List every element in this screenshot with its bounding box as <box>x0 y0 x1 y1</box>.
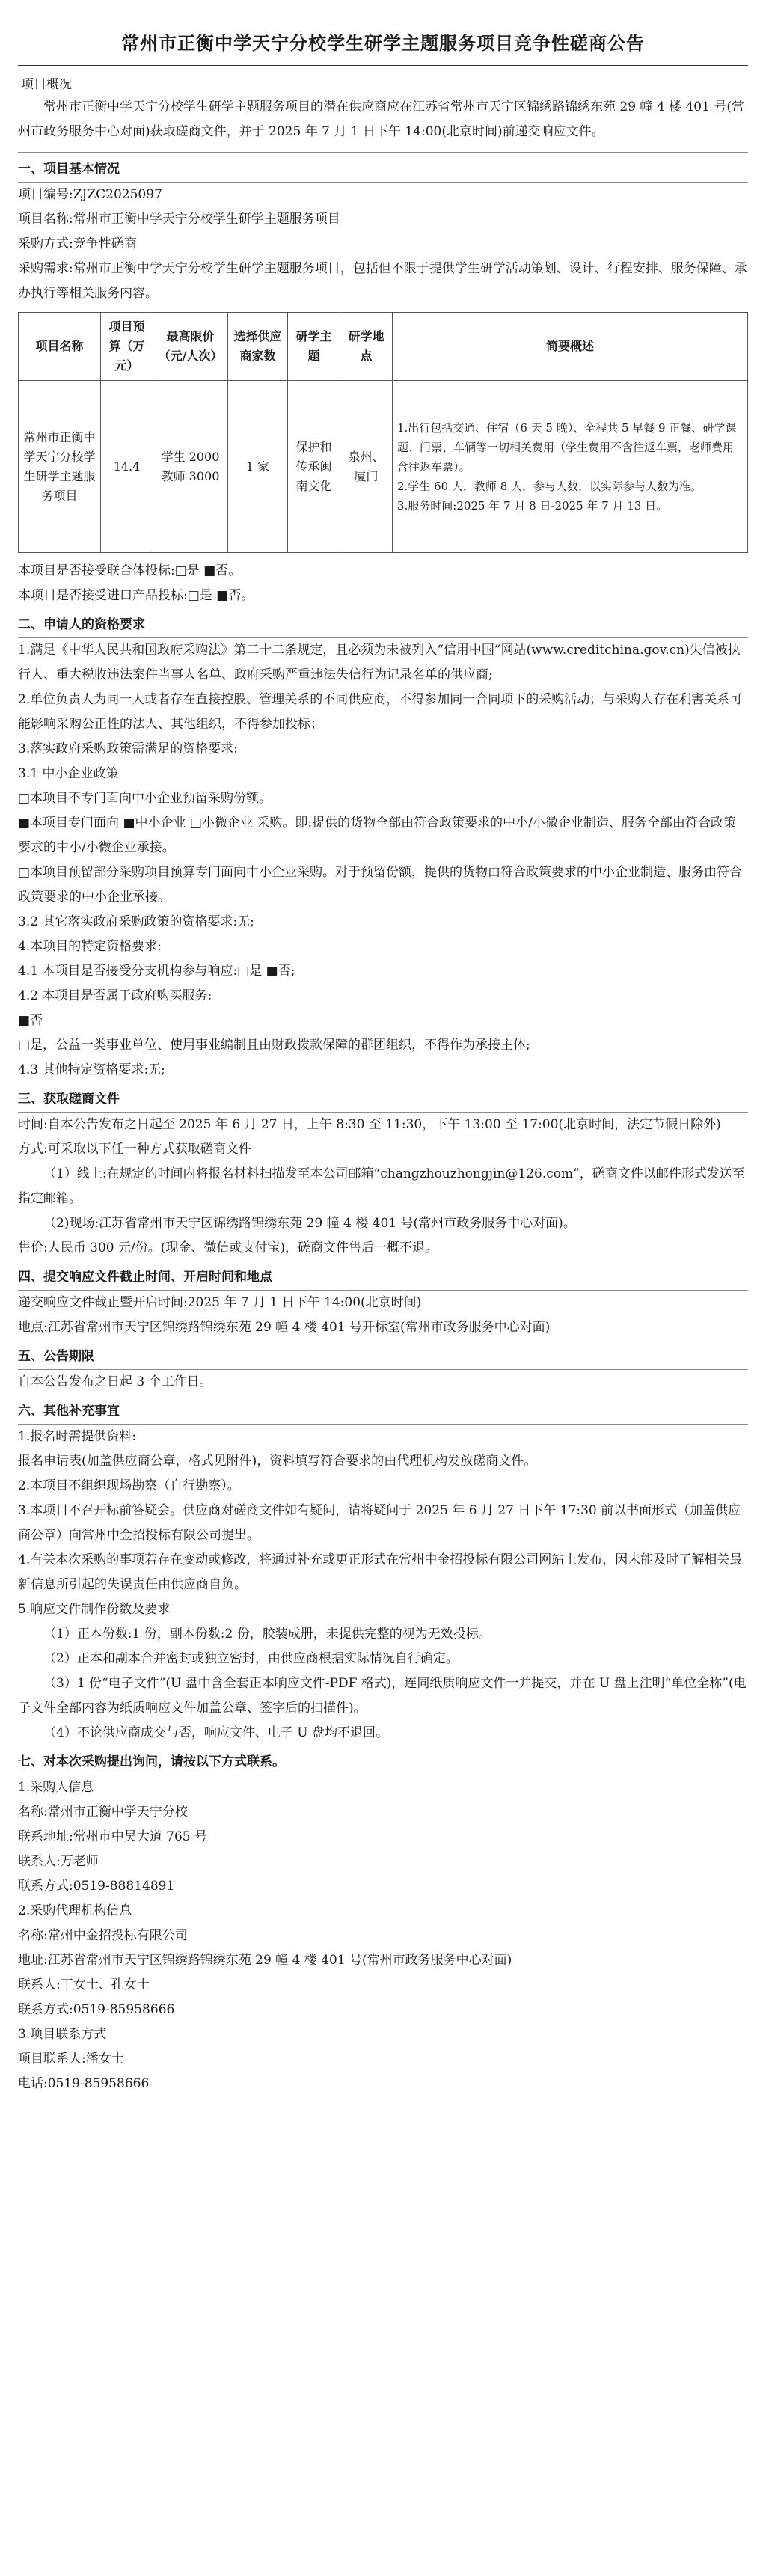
qualification-line: 3.2 其它落实政府采购政策的资格要求:无; <box>18 914 254 929</box>
qualification-line: 3.1 中小企业政策 <box>18 766 119 781</box>
document-page <box>9 0 757 2096</box>
table-header: 最高限价（元/人次） <box>153 313 228 381</box>
section-heading-contact: 七、对本次采购提出询问，请按以下方式联系。 <box>18 1750 748 1775</box>
brief-item: 3.服务时间:2025 年 7 月 8 日-2025 年 7 月 13 日。 <box>397 498 668 513</box>
contact-line: 联系方式:0519-88814891 <box>18 1879 175 1894</box>
period-line: 自本公告发布之日起 3 个工作日。 <box>18 1374 212 1389</box>
obtain-line: 方式:可采取以下任一种方式获取磋商文件 <box>18 1142 251 1157</box>
section-heading-other-matters: 六、其他补充事宜 <box>18 1399 748 1425</box>
qualification-line: 2.单位负责人为同一人或者存在直接控股、管理关系的不同供应商，不得参加同一合同项下的采购活动；与采购人存在利害关系可能影响采购公正性的法人、其他组织，不得参加投标； <box>18 692 743 732</box>
contact-line: 联系人:万老师 <box>18 1854 99 1869</box>
section-heading-submission: 四、提交响应文件截止时间、开启时间和地点 <box>18 1265 748 1291</box>
cell-budget: 14.4 <box>101 381 153 553</box>
procurement-method: 采购方式:竞争性磋商 <box>18 236 137 251</box>
obtain-line: （2)现场:江苏省常州市天宁区锦绣路锦绣东苑 29 幢 4 楼 401 号(常州市政务服务中心对面)。 <box>43 1216 576 1231</box>
project-name: 项目名称:常州市正衡中学天宁分校学生研学主题服务项目 <box>18 212 340 227</box>
qualification-line: ■本项目专门面向 ■中小企业 □小微企业 采购。即:提供的货物全部由符合政策要求的中小/小微企业制造、服务全部由符合政策要求的中小/小微企业承接。 <box>18 816 736 855</box>
other-line: 5.响应文件制作份数及要求 <box>18 1602 171 1617</box>
consortium-note: 本项目是否接受联合体投标:□是 ■否。 <box>18 563 242 578</box>
contact-line: 地址:江苏省常州市天宁区锦绣路锦绣东苑 29 幢 4 楼 401 号(常州市政务服务中心对面) <box>18 1953 512 1968</box>
contact-line: 1.采购人信息 <box>18 1780 94 1795</box>
import-note: 本项目是否接受进口产品投标:□是 ■否。 <box>18 588 254 603</box>
qualification-line: 4.1 本项目是否接受分支机构参与响应:□是 ■否; <box>18 964 295 979</box>
cell-theme: 保护和传承闽南文化 <box>288 381 340 553</box>
procurement-demand: 采购需求:常州市正衡中学天宁分校学生研学主题服务项目，包括但不限于提供学生研学活动策划、设计、行程安排、服务保障、承办执行等相关服务内容。 <box>18 261 747 301</box>
submission-line: 地点:江苏省常州市天宁区锦绣路锦绣东苑 29 幢 4 楼 401 号开标室(常州市政务服务中心对面) <box>18 1320 551 1335</box>
other-line: （1）正本份数:1 份，副本份数:2 份，胶装成册，未提供完整的视为无效投标。 <box>43 1627 491 1642</box>
table-header: 项目名称 <box>19 313 101 381</box>
overview-heading: 项目概况 <box>21 77 72 92</box>
qualification-line: 4.3 其他特定资格要求:无; <box>18 1062 165 1077</box>
contact-list <box>18 1775 748 2096</box>
cell-price-limit <box>153 381 228 553</box>
qualification-line: ■否 <box>18 1013 43 1028</box>
other-line: （3）1 份“电子文件”(U 盘中含全套正本响应文件-PDF 格式)，连同纸质响应文件一并提交，并在 U 盘上注明“单位全称”(电子文件全部内容为纸质响应文件加盖公章、签字后的扫描件)。 <box>18 1676 747 1716</box>
qualification-line: □本项目预留部分采购项目预算专门面向中小企业采购。对于预留份额，提供的货物由符合政策要求的中小企业制造、服务由符合政策要求的中小企业承接。 <box>18 865 743 905</box>
project-table <box>18 312 748 553</box>
other-line: 3.本项目不召开标前答疑会。供应商对磋商文件如有疑问，请将疑问于 2025 年 6 月 27 日下午 17:30 前以书面形式（加盖供应商公章）向常州中金招投标有限公司提出。 <box>18 1503 741 1543</box>
obtain-documents-list <box>18 1113 748 1261</box>
contact-line: 联系方式:0519-85958666 <box>18 2002 175 2017</box>
contact-line: 联系人:丁女士、孔女士 <box>18 1977 150 1992</box>
cell-brief <box>393 381 748 553</box>
other-line: 报名申请表(加盖供应商公章，格式见附件)，资料填写符合要求的由代理机构发放磋商文件。 <box>18 1454 537 1469</box>
qualification-line: 1.满足《中华人民共和国政府采购法》第二十二条规定，且必须为未被列入“信用中国”网站(www.creditchina.gov.cn)失信被执行人、重大税收违法案件当事人名单、政府采购严重违法失信行为记录名单的供应商; <box>18 643 741 682</box>
brief-item: 2.学生 60 人，教师 8 人，参与人数，以实际参与人数为准。 <box>397 479 702 493</box>
table-header: 简要概述 <box>393 313 748 381</box>
obtain-line: 售价:人民币 300 元/份。(现金、微信或支付宝)，磋商文件售后一概不退。 <box>18 1240 438 1255</box>
section-heading-qualification: 二、申请人的资格要求 <box>18 613 748 638</box>
other-line: （4）不论供应商成交与否，响应文件、电子 U 盘均不退回。 <box>43 1725 388 1740</box>
obtain-line: 时间:自本公告发布之日起至 2025 年 6 月 27 日，上午 8:30 至 11:30，下午 13:00 至 17:00(北京时间，法定节假日除外) <box>18 1117 721 1132</box>
other-line: 2.本项目不组织现场勘察（自行勘察）。 <box>18 1478 240 1493</box>
other-line: 4.有关本次采购的事项若存在变动或修改，将通过补充或更正形式在常州中金招投标有限公司网站上发布，因未能及时了解相关最新信息所引起的失误责任由供应商自负。 <box>18 1552 743 1592</box>
contact-line: 名称:常州中金招投标有限公司 <box>18 1928 188 1943</box>
section-heading-announcement-period: 五、公告期限 <box>18 1344 748 1370</box>
table-row <box>19 381 748 553</box>
overview-block <box>18 70 748 153</box>
project-number: 项目编号:ZJZC2025097 <box>18 187 162 202</box>
table-header-row <box>19 313 748 381</box>
cell-project-name: 常州市正衡中学天宁分校学生研学主题服务项目 <box>19 381 101 553</box>
brief-item: 1.出行包括交通、住宿（6 天 5 晚）、全程共 5 早餐 9 正餐、研学课题、门票、车辆等一切相关费用（学生费用不含往返车票，老师费用含往返车票）。 <box>397 420 737 474</box>
cell-place: 泉州、厦门 <box>340 381 393 553</box>
qualification-line: □本项目不专门面向中小企业预留采购份额。 <box>18 791 272 806</box>
contact-line: 项目联系人:潘女士 <box>18 2052 124 2066</box>
qualification-line: 4.本项目的特定资格要求: <box>18 939 162 954</box>
table-header: 研学主题 <box>288 313 340 381</box>
price-limit-teacher: 教师 3000 <box>161 468 220 483</box>
cell-supplier-count: 1 家 <box>228 381 288 553</box>
other-line: （2）正本和副本合并密封或独立密封，由供应商根据实际情况自行确定。 <box>43 1651 459 1666</box>
contact-line: 2.采购代理机构信息 <box>18 1903 132 1918</box>
contact-line: 3.项目联系方式 <box>18 2027 107 2042</box>
table-header: 项目预算（万元） <box>101 313 153 381</box>
overview-text: 常州市正衡中学天宁分校学生研学主题服务项目的潜在供应商应在江苏省常州市天宁区锦绣路锦绣东苑 29 幢 4 楼 401 号(常州市政务服务中心对面)获取磋商文件，并于 2025 年 7 月 1 日下午 14:00(北京时间)前递交响应文件。 <box>18 100 744 139</box>
qualification-line: □是，公益一类事业单位、使用事业编制且由财政拨款保障的群团组织，不得作为承接主体; <box>18 1038 530 1053</box>
contact-line: 名称:常州市正衡中学天宁分校 <box>18 1805 188 1820</box>
qualification-list <box>18 638 748 1083</box>
price-limit-student: 学生 2000 <box>161 449 220 464</box>
other-line: 1.报名时需提供资料: <box>18 1429 136 1444</box>
qualification-line: 4.2 本项目是否属于政府购买服务: <box>18 988 212 1003</box>
section-heading-basic-info: 一、项目基本情况 <box>18 157 748 183</box>
table-header: 研学地点 <box>340 313 393 381</box>
submission-line: 递交响应文件截止暨开启时间:2025 年 7 月 1 日下午 14:00(北京时间) <box>18 1295 422 1310</box>
obtain-line: （1）线上:在规定的时间内将报名材料扫描发至本公司邮箱“changzhouzhongjin@126.com”，磋商文件以邮件形式发送至指定邮箱。 <box>18 1166 745 1206</box>
section-heading-obtain-documents: 三、获取磋商文件 <box>18 1087 748 1113</box>
contact-line: 联系地址:常州市中吴大道 765 号 <box>18 1829 207 1844</box>
contact-line: 电话:0519-85958666 <box>18 2076 150 2091</box>
qualification-line: 3.落实政府采购政策需满足的资格要求: <box>18 741 238 756</box>
other-matters-list <box>18 1425 748 1746</box>
page-title: 常州市正衡中学天宁分校学生研学主题服务项目竞争性磋商公告 <box>18 13 748 66</box>
table-header: 选择供应商家数 <box>228 313 288 381</box>
